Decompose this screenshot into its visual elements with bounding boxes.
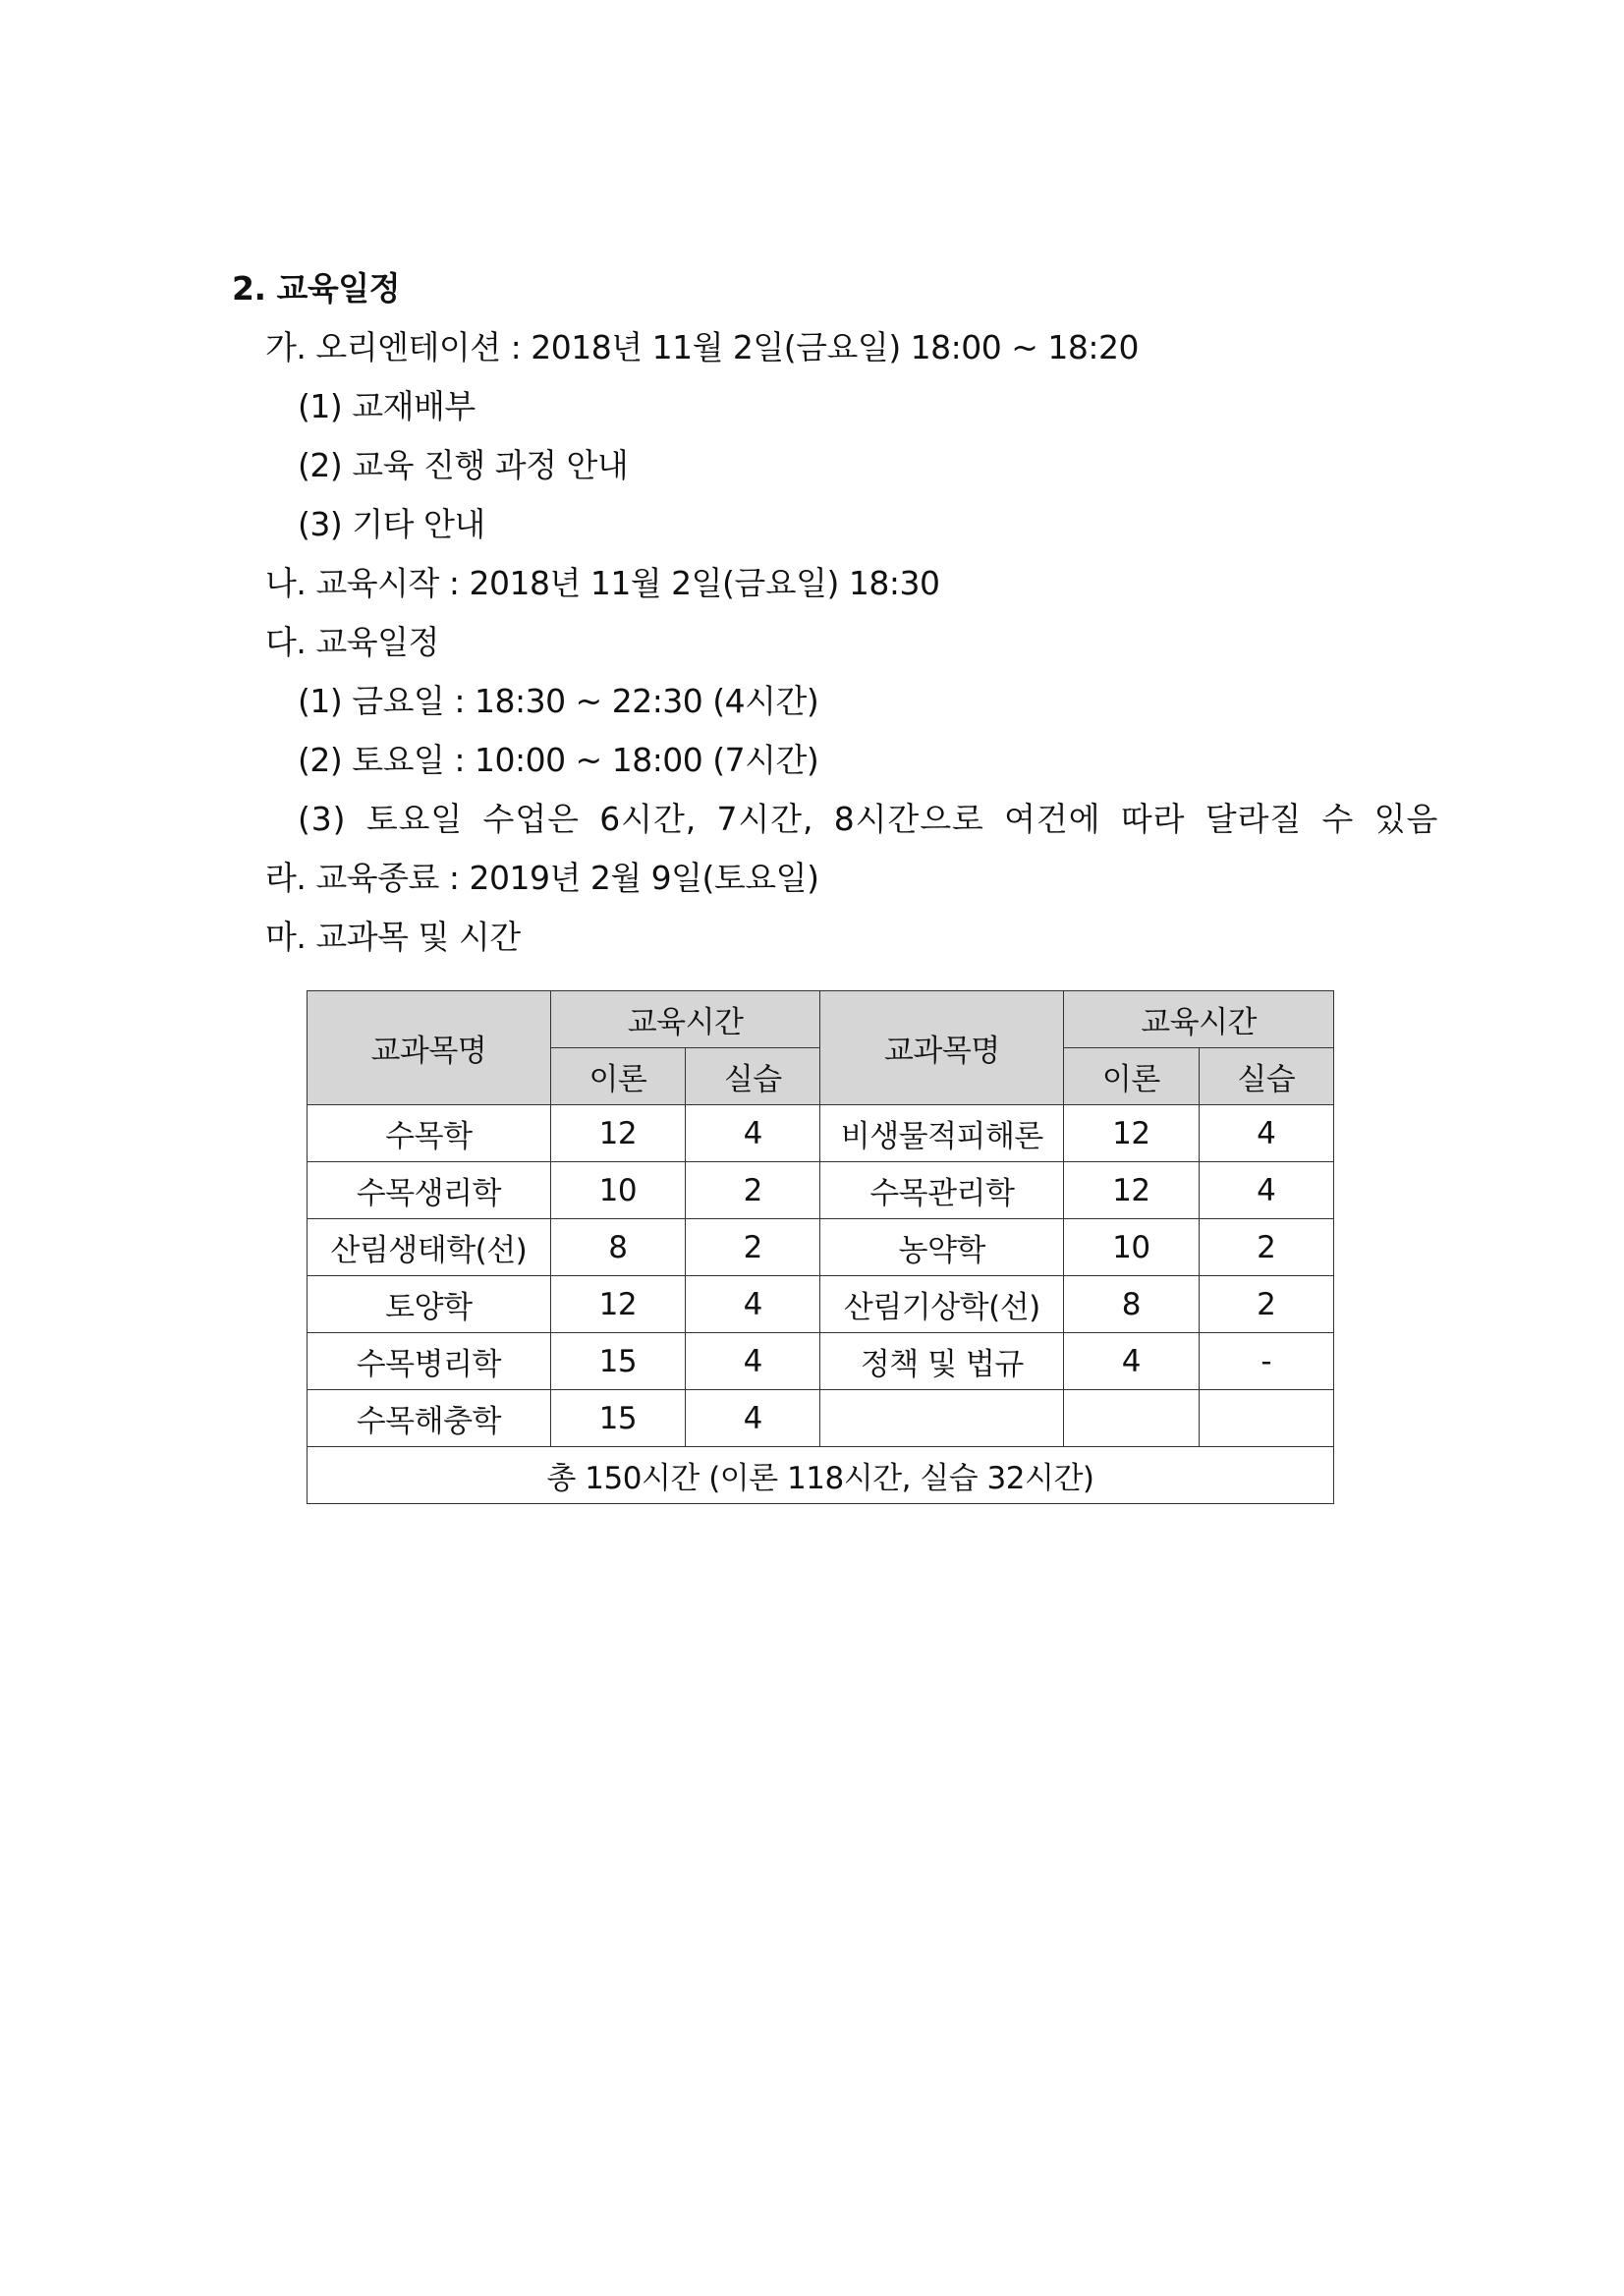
section-heading: 2. 교육일정 <box>232 269 400 308</box>
theory-hours: 15 <box>550 1390 685 1447</box>
table-row <box>308 1219 1334 1276</box>
table-row <box>308 1105 1334 1162</box>
theory-hours: 12 <box>1064 1105 1199 1162</box>
subject-name: 산림생태학(선) <box>308 1219 551 1276</box>
item-subjects: 마. 교과목 및 시간 <box>265 918 521 956</box>
header-practice: 실습 <box>686 1048 820 1105</box>
practice-hours: 2 <box>1199 1276 1333 1333</box>
theory-hours: 12 <box>550 1105 685 1162</box>
practice-hours: 4 <box>1199 1105 1333 1162</box>
practice-hours: 4 <box>686 1390 820 1447</box>
subject-name: 토양학 <box>308 1276 551 1333</box>
subjects-table <box>307 990 1334 1504</box>
practice-hours: 2 <box>686 1219 820 1276</box>
subject-name: 농약학 <box>820 1219 1064 1276</box>
theory-hours: 10 <box>1064 1219 1199 1276</box>
theory-hours: 15 <box>550 1333 685 1390</box>
orientation-sub-1: (1) 교재배부 <box>298 387 476 425</box>
practice-hours: 4 <box>686 1105 820 1162</box>
item-schedule: 다. 교육일정 <box>265 623 439 661</box>
total-hours: 총 150시간 (이론 118시간, 실습 32시간) <box>308 1447 1334 1504</box>
theory-hours: 4 <box>1064 1333 1199 1390</box>
item-orientation: 가. 오리엔테이션 : 2018년 11월 2일(금요일) 18:00 ~ 18:20 <box>265 328 1140 366</box>
subject-name <box>820 1390 1064 1447</box>
practice-hours: 2 <box>686 1162 820 1219</box>
header-theory: 이론 <box>550 1048 685 1105</box>
subject-name: 수목학 <box>308 1105 551 1162</box>
header-practice: 실습 <box>1199 1048 1333 1105</box>
practice-hours: - <box>1199 1333 1333 1390</box>
table-row <box>308 1276 1334 1333</box>
header-subject: 교과목명 <box>820 991 1064 1105</box>
practice-hours: 4 <box>686 1276 820 1333</box>
subject-name: 수목병리학 <box>308 1333 551 1390</box>
subject-name: 비생물적피해론 <box>820 1105 1064 1162</box>
theory-hours: 10 <box>550 1162 685 1219</box>
table-row <box>308 1390 1334 1447</box>
item-start: 나. 교육시작 : 2018년 11월 2일(금요일) 18:30 <box>265 564 940 602</box>
theory-hours: 8 <box>550 1219 685 1276</box>
header-hours: 교육시간 <box>1064 991 1334 1048</box>
theory-hours: 12 <box>1064 1162 1199 1219</box>
table-row <box>308 1333 1334 1390</box>
item-end: 라. 교육종료 : 2019년 2월 9일(토요일) <box>265 859 819 897</box>
subject-name: 정책 및 법규 <box>820 1333 1064 1390</box>
header-theory: 이론 <box>1064 1048 1199 1105</box>
subject-name: 수목관리학 <box>820 1162 1064 1219</box>
table-row <box>308 1162 1334 1219</box>
schedule-sub-3: (3) 토요일 수업은 6시간, 7시간, 8시간으로 여건에 따라 달라질 수 있음 <box>298 800 1439 838</box>
practice-hours: 4 <box>686 1333 820 1390</box>
subject-name: 수목해충학 <box>308 1390 551 1447</box>
header-hours: 교육시간 <box>550 991 820 1048</box>
theory-hours: 8 <box>1064 1276 1199 1333</box>
header-subject: 교과목명 <box>308 991 551 1105</box>
table-header-row <box>308 991 1334 1048</box>
practice-hours: 2 <box>1199 1219 1333 1276</box>
schedule-sub-1: (1) 금요일 : 18:30 ~ 22:30 (4시간) <box>298 682 819 720</box>
orientation-sub-2: (2) 교육 진행 과정 안내 <box>298 446 629 484</box>
table-total-row <box>308 1447 1334 1504</box>
subject-name: 수목생리학 <box>308 1162 551 1219</box>
schedule-sub-2: (2) 토요일 : 10:00 ~ 18:00 (7시간) <box>298 741 819 779</box>
theory-hours: 12 <box>550 1276 685 1333</box>
subject-name: 산림기상학(선) <box>820 1276 1064 1333</box>
practice-hours <box>1199 1390 1333 1447</box>
theory-hours <box>1064 1390 1199 1447</box>
practice-hours: 4 <box>1199 1162 1333 1219</box>
orientation-sub-3: (3) 기타 안내 <box>298 505 485 543</box>
